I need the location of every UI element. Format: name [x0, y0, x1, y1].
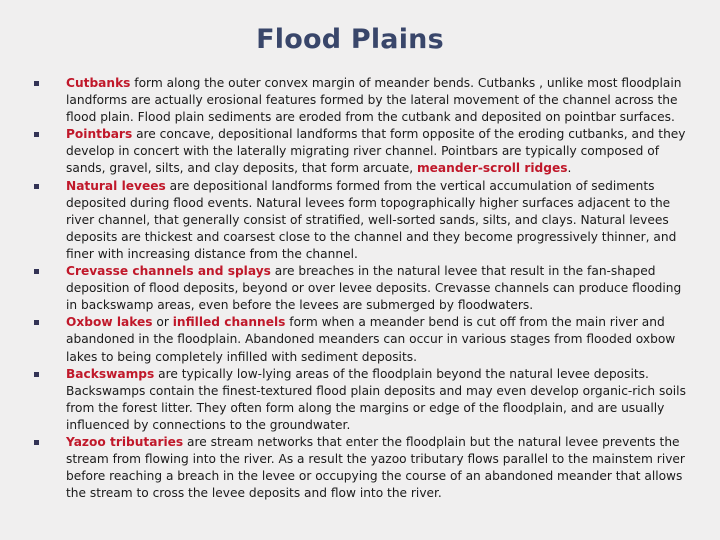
bullet-text: are concave, depositional landforms that form opposite of the eroding cutbanks, and they develop in concert with the laterally migrating river channel. Pointbars are typically composed of sands, gravel, silts, and clay deposits, that form arcuate,	[66, 127, 686, 176]
bullet-yazoo	[28, 434, 696, 502]
term-backswamps: Backswamps	[66, 366, 155, 381]
square-bullet-icon	[34, 320, 39, 325]
square-bullet-icon	[34, 132, 39, 137]
slide-title: Flood Plains	[256, 24, 444, 55]
bullet-text: or	[152, 315, 173, 330]
bullet-text: are depositional landforms formed from the vertical accumulation of sediments deposited during flood events. Natural levees form topographically higher surfaces adjacent to the river channel, that generally consist of stratified, well-sorted sands, silts, and clays. Natural levees deposits are thickest and coarsest close to the channel and they become progressively thinner, and finer with increasing distance from the channel.	[66, 178, 677, 261]
bullet-list	[28, 75, 696, 502]
bullet-text-end: .	[567, 161, 572, 176]
square-bullet-icon	[34, 269, 39, 274]
term-pointbars: Pointbars	[66, 127, 133, 142]
term-meander-scroll-ridges: meander-scroll ridges	[416, 161, 568, 176]
term-infilled-channels: infilled channels	[172, 315, 286, 330]
square-bullet-icon	[34, 372, 39, 377]
square-bullet-icon	[34, 81, 39, 86]
square-bullet-icon	[34, 440, 39, 445]
bullet-text-end: form when a meander bend is cut off from the main river and abandoned in the floodplain. Abandoned meanders can occur in various stages from flooded oxbow lakes to being completely infilled with sediment deposits.	[66, 315, 676, 364]
bullet-text: are typically low-lying areas of the floodplain beyond the natural levee deposits. Backswamps contain the finest-textured flood plain deposits and may even develop organic-rich soils from the forest litter. They often form along the margins or edge of the floodplain, and are usually influenced by connections to the groundwater.	[66, 366, 686, 432]
term-natural-levees: Natural levees	[66, 178, 166, 193]
bullet-oxbow-lakes	[28, 314, 696, 365]
term-yazoo-tributaries: Yazoo tributaries	[66, 434, 184, 449]
bullet-text: are breaches in the natural levee that result in the fan-shaped deposition of flood deposits, beyond or over levee deposits. Crevasse channels can produce flooding in backswamp areas, even before the levees are submerged by floodwaters.	[66, 264, 682, 313]
bullet-crevasse	[28, 263, 696, 314]
bullet-pointbars	[28, 126, 696, 177]
term-cutbanks: Cutbanks	[66, 76, 131, 90]
square-bullet-icon	[34, 184, 39, 189]
bullet-natural-levees	[28, 178, 696, 263]
term-crevasse-channels: Crevasse channels and splays	[66, 264, 271, 279]
bullet-backswamps	[28, 366, 696, 434]
term-oxbow-lakes: Oxbow lakes	[66, 315, 153, 330]
bullet-text: are stream networks that enter the floodplain but the natural levee prevents the stream from flowing into the river. As a result the yazoo tributary flows parallel to the mainstem river before reaching a breach in the levee or occupying the course of an abandoned meander that allows the stream to cross the levee deposits and flow into the river.	[66, 434, 685, 501]
bullet-text: form along the outer convex margin of meander bends. Cutbanks , unlike most floodplain landforms are actually erosional features formed by the lateral movement of the channel across the flood plain. Flood plain sediments are eroded from the cutbank and deposited on pointbar surfaces.	[66, 76, 682, 125]
bullet-cutbanks	[28, 75, 696, 126]
